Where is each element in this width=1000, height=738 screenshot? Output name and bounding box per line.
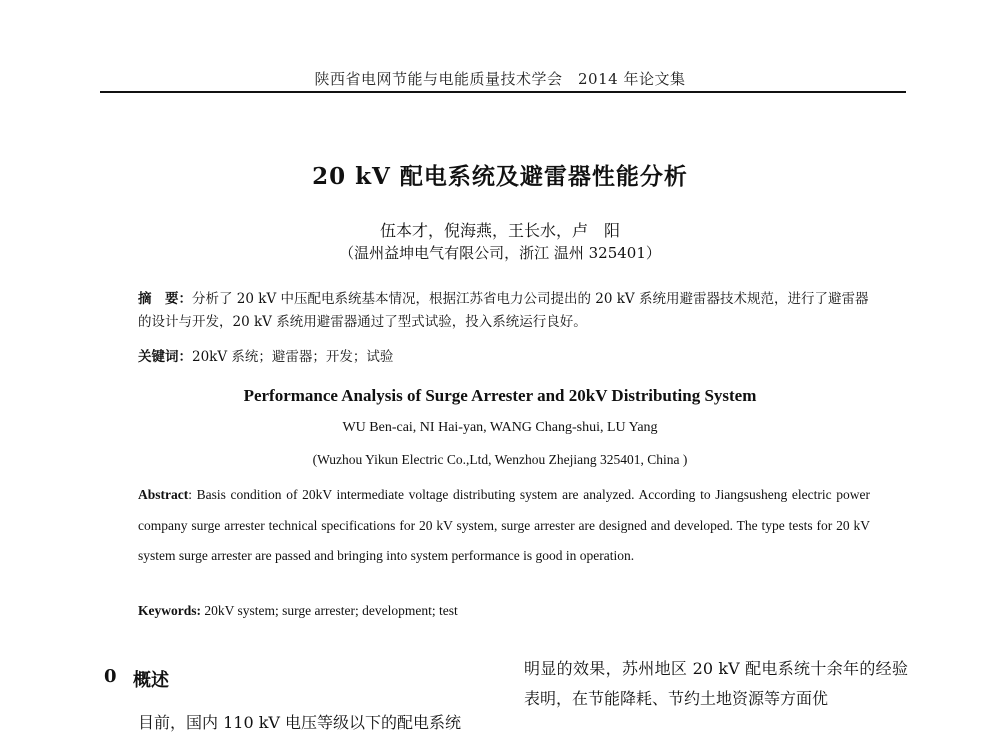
running-header: 陕西省电网节能与电能质量技术学会 2014 年论文集 (314, 70, 686, 88)
body-text-left-column: 目前，国内 110 kV 电压等级以下的配电系统 (138, 713, 462, 732)
keywords-en (138, 603, 870, 619)
abstract-en-text: : Basis condition of 20kV intermediate voltage distributing system are analyzed. According to Jiangsusheng electric power company surge arrester technical specifications for 20 kV system, surge arrester are designed and developed. The type tests for 20 kV system surge arrester are passed and bringing into system performance is good in operation. (138, 487, 870, 563)
abstract-zh-text: 分析了 20 kV 中压配电系统基本情况，根据江苏省电力公司提出的 20 kV 系统用避雷器技术规范，进行了避雷器的设计与开发，20 kV 系统用避雷器通过了型式试验，投入系统运行良好。 (138, 291, 869, 330)
affiliation-en: (Wuzhou Yikun Electric Co.,Ltd, Wenzhou Zhejiang 325401, China ) (312, 452, 688, 467)
body-text-right-column: 明显的效果，苏州地区 20 kV 配电系统十余年的经验表明，在节能降耗、节约土地资源等方面优 (524, 659, 908, 708)
abstract-en-label: Abstract (138, 487, 189, 502)
abstract-en (138, 480, 870, 572)
section-number: 0 (104, 666, 117, 687)
abstract-zh (138, 288, 878, 334)
keywords-en-label: Keywords: (138, 603, 201, 618)
paper-title-en: Performance Analysis of Surge Arrester and 20kV Distributing System (243, 386, 757, 405)
keywords-zh-text: 20kV 系统；避雷器；开发；试验 (192, 349, 394, 365)
paper-title-zh: 20 kV 配电系统及避雷器性能分析 (312, 163, 688, 190)
keywords-zh-label: 关键词： (138, 349, 192, 365)
authors-en: WU Ben-cai, NI Hai-yan, WANG Chang-shui, LU Yang (342, 420, 658, 435)
header-rule (100, 91, 906, 93)
authors-zh: 伍本才，倪海燕，王长水，卢 阳 (379, 221, 620, 240)
section-title: 概述 (133, 670, 169, 691)
abstract-zh-label: 摘 要： (138, 291, 192, 307)
keywords-en-text: 20kV system; surge arrester; development; test (201, 603, 458, 618)
keywords-zh (138, 346, 878, 369)
affiliation-zh: （温州益坤电气有限公司，浙江 温州 325401） (339, 244, 661, 262)
